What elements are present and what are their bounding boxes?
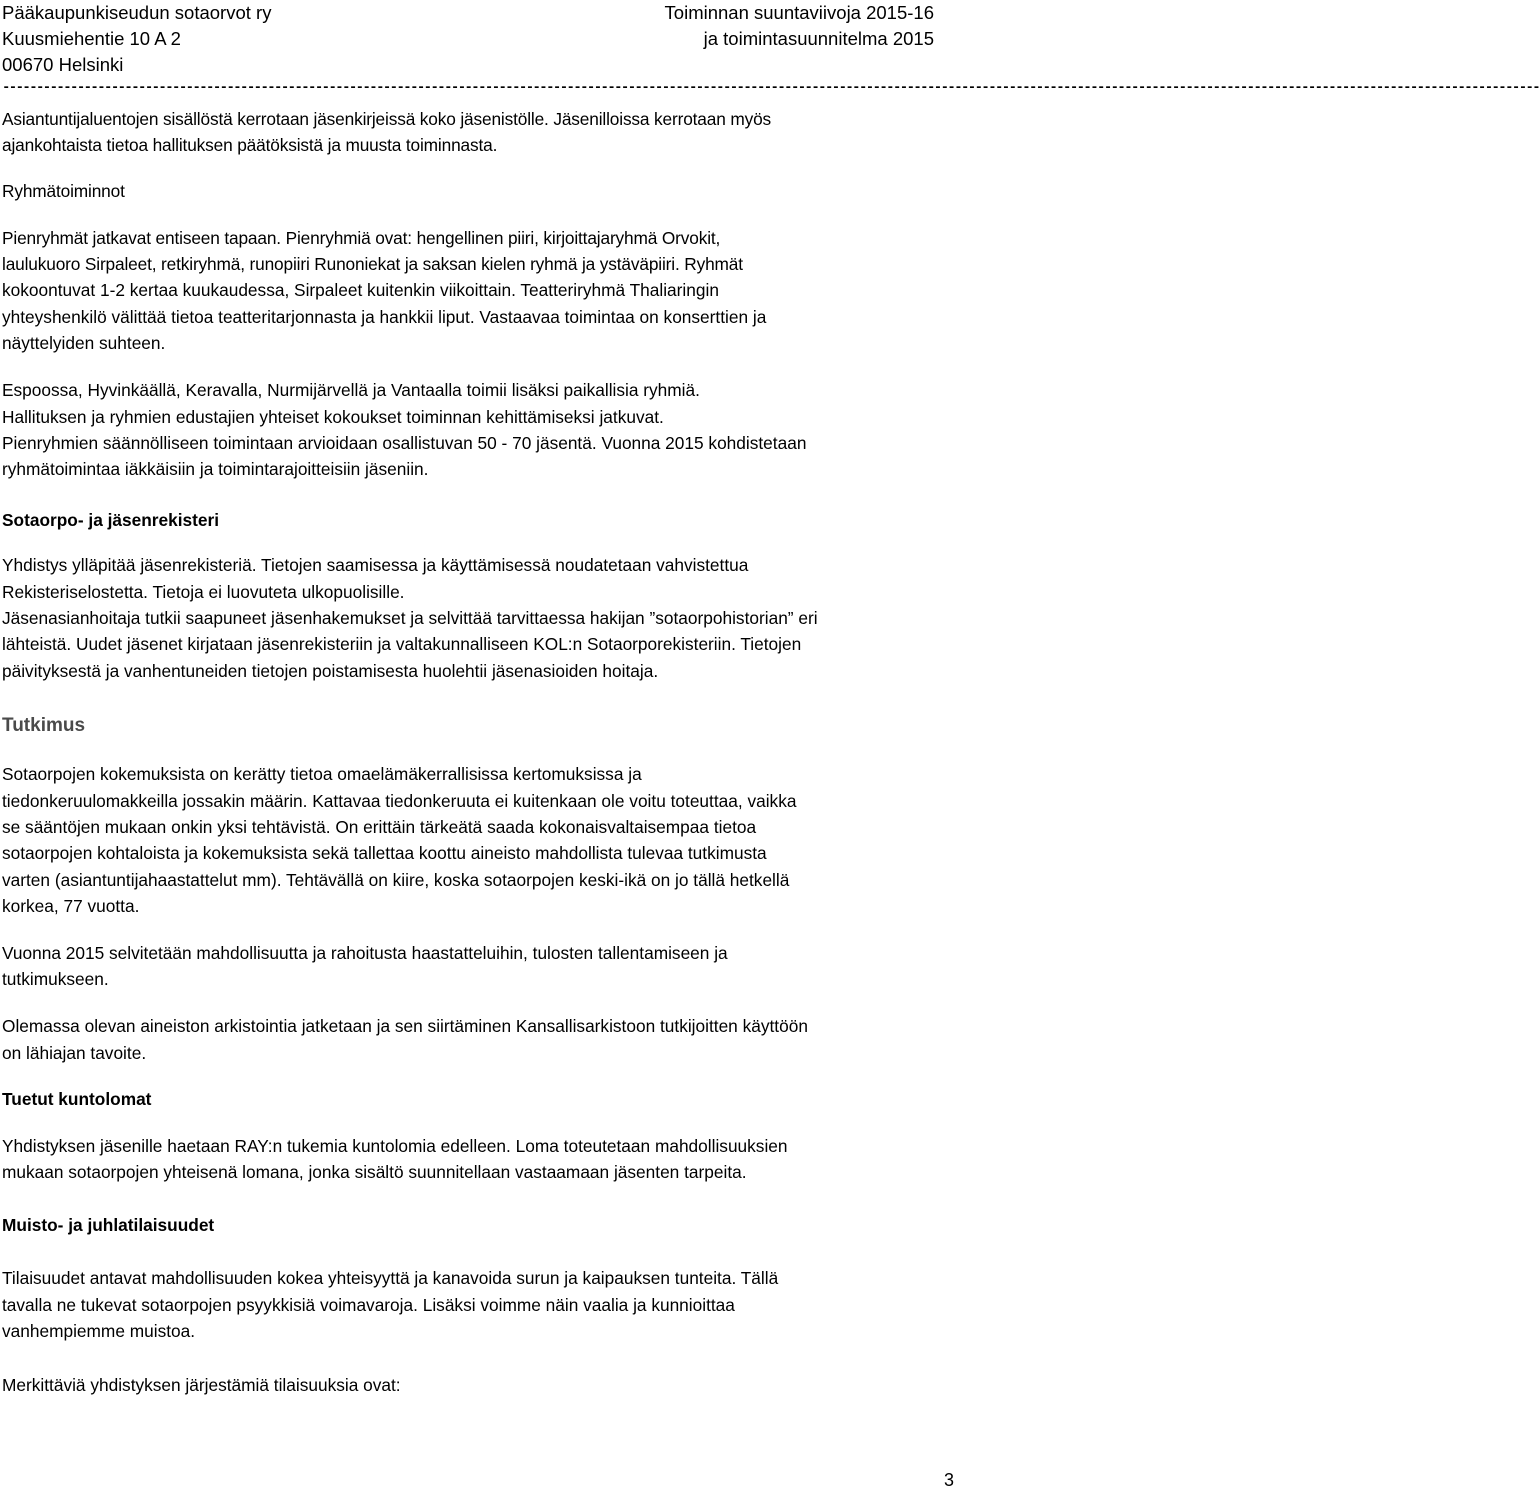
paragraph-line: tiedonkeruulomakkeilla jossakin määrin. Kattavaa tiedonkeruuta ei kuitenkaan ole voitu toteuttaa, vaikka: [2, 791, 797, 811]
paragraph-line: varten (asiantuntijahaastattelut mm). Tehtävällä on kiire, koska sotaorpojen keski-ikä on jo tällä hetkellä: [2, 870, 790, 890]
paragraph-line: Merkittäviä yhdistyksen järjestämiä tilaisuuksia ovat:: [2, 1375, 401, 1395]
doc-title-line1: Toiminnan suuntaviivoja 2015-16: [664, 2, 934, 23]
section-heading-muisto: Muisto- ja juhlatilaisuudet: [2, 1215, 215, 1235]
org-name: Pääkaupunkiseudun sotaorvot ry: [2, 2, 272, 23]
paragraph-line: Pienryhmät jatkavat entiseen tapaan. Pienryhmiä ovat: hengellinen piiri, kirjoittajaryhmä Orvokit,: [2, 228, 721, 248]
paragraph-line: korkea, 77 vuotta.: [2, 896, 140, 916]
paragraph-line: Yhdistyksen jäsenille haetaan RAY:n tukemia kuntolomia edelleen. Loma toteutetaan mahdollisuuksien: [2, 1136, 788, 1156]
paragraph-line: Pienryhmien säännölliseen toimintaan arvioidaan osallistuvan 50 - 70 jäsentä. Vuonna 2015 kohdistetaan: [2, 433, 807, 453]
paragraph-line: yhteyshenkilö välittää tietoa teatteritarjonnasta ja hankkii liput. Vastaavaa toimintaa on konserttien ja: [2, 307, 767, 327]
section-heading-tutkimus: Tutkimus: [2, 715, 86, 736]
paragraph-line: Sotaorpojen kokemuksista on kerätty tietoa omaelämäkerrallisissa kertomuksissa ja: [2, 764, 642, 784]
paragraph-line: Tilaisuudet antavat mahdollisuuden kokea yhteisyyttä ja kanavoida surun ja kaipauksen tunteita. Tällä: [2, 1268, 779, 1288]
intro-line: Asiantuntijaluentojen sisällöstä kerrotaan jäsenkirjeissä koko jäsenistölle. Jäsenilloissa kerrotaan myös: [2, 109, 772, 129]
paragraph-line: Espoossa, Hyvinkäällä, Keravalla, Nurmijärvellä ja Vantaalla toimii lisäksi paikallisia ryhmiä.: [2, 380, 700, 400]
paragraph-line: Jäsenasianhoitaja tutkii saapuneet jäsenhakemukset ja selvittää tarvittaessa hakijan ”sotaorpohistorian” eri: [2, 608, 818, 628]
section-heading-rekisteri: Sotaorpo- ja jäsenrekisteri: [2, 510, 220, 530]
paragraph-line: Olemassa olevan aineiston arkistointia jatketaan ja sen siirtäminen Kansallisarkistoon tutkijoitten käyttöön: [2, 1016, 808, 1036]
header-separator: ----------------------------------------------------------------------------------------------------------------------------------------------------------------------------------------------------------------------------------: [2, 80, 1539, 96]
paragraph-line: Rekisteriselostetta. Tietoja ei luovuteta ulkopuolisille.: [2, 582, 405, 602]
doc-title-line2: ja toimintasuunnitelma 2015: [703, 28, 934, 49]
paragraph-line: Vuonna 2015 selvitetään mahdollisuutta ja rahoitusta haastatteluihin, tulosten tallentamiseen ja: [2, 943, 728, 963]
paragraph-line: tutkimukseen.: [2, 969, 109, 989]
section-heading-ryhmatoiminnot: Ryhmätoiminnot: [2, 181, 125, 201]
paragraph-line: Hallituksen ja ryhmien edustajien yhteiset kokoukset toiminnan kehittämiseksi jatkuvat.: [2, 407, 664, 427]
paragraph-line: mukaan sotaorpojen yhteisenä lomana, jonka sisältö suunnitellaan vastaamaan jäsenten tarpeita.: [2, 1162, 747, 1182]
paragraph-line: on lähiajan tavoite.: [2, 1043, 147, 1063]
paragraph-line: sotaorpojen kohtaloista ja kokemuksista sekä tallettaa koottu aineisto mahdollista tulevaa tutkimusta: [2, 843, 767, 863]
paragraph-line: ryhmätoimintaa iäkkäisiin ja toimintarajoitteisiin jäseniin.: [2, 459, 429, 479]
intro-line: ajankohtaista tietoa hallituksen päätöksistä ja muusta toiminnasta.: [2, 135, 498, 155]
paragraph-line: laulukuoro Sirpaleet, retkiryhmä, runopiiri Runoniekat ja saksan kielen ryhmä ja ystäväpiiri. Ryhmät: [2, 254, 743, 274]
paragraph-line: päivityksestä ja vanhentuneiden tietojen poistamisesta huolehtii jäsenasioiden hoitaja.: [2, 661, 659, 681]
paragraph-line: tavalla ne tukevat sotaorpojen psyykkisiä voimavaroja. Lisäksi voimme näin vaalia ja kunnioittaa: [2, 1295, 735, 1315]
paragraph-line: se sääntöjen mukaan onkin yksi tehtävistä. On erittäin tärkeätä saada kokonaisvaltaisempaa tietoa: [2, 817, 757, 837]
paragraph-line: lähteistä. Uudet jäsenet kirjataan jäsenrekisteriin ja valtakunnalliseen KOL:n Sotaorporekisteriin. Tietojen: [2, 634, 802, 654]
paragraph-line: Yhdistys ylläpitää jäsenrekisteriä. Tietojen saamisessa ja käyttämisessä noudatetaan vahvistettua: [2, 555, 749, 575]
section-heading-kuntolomat: Tuetut kuntolomat: [2, 1089, 152, 1109]
page-number: 3: [943, 1470, 954, 1490]
address-city: 00670 Helsinki: [2, 54, 124, 75]
paragraph-line: kokoontuvat 1-2 kertaa kuukaudessa, Sirpaleet kuitenkin viikoittain. Teatteriryhmä Thaliaringin: [2, 280, 719, 300]
address-street: Kuusmiehentie 10 A 2: [2, 28, 181, 49]
paragraph-line: vanhempiemme muistoa.: [2, 1321, 196, 1341]
paragraph-line: näyttelyiden suhteen.: [2, 333, 166, 353]
